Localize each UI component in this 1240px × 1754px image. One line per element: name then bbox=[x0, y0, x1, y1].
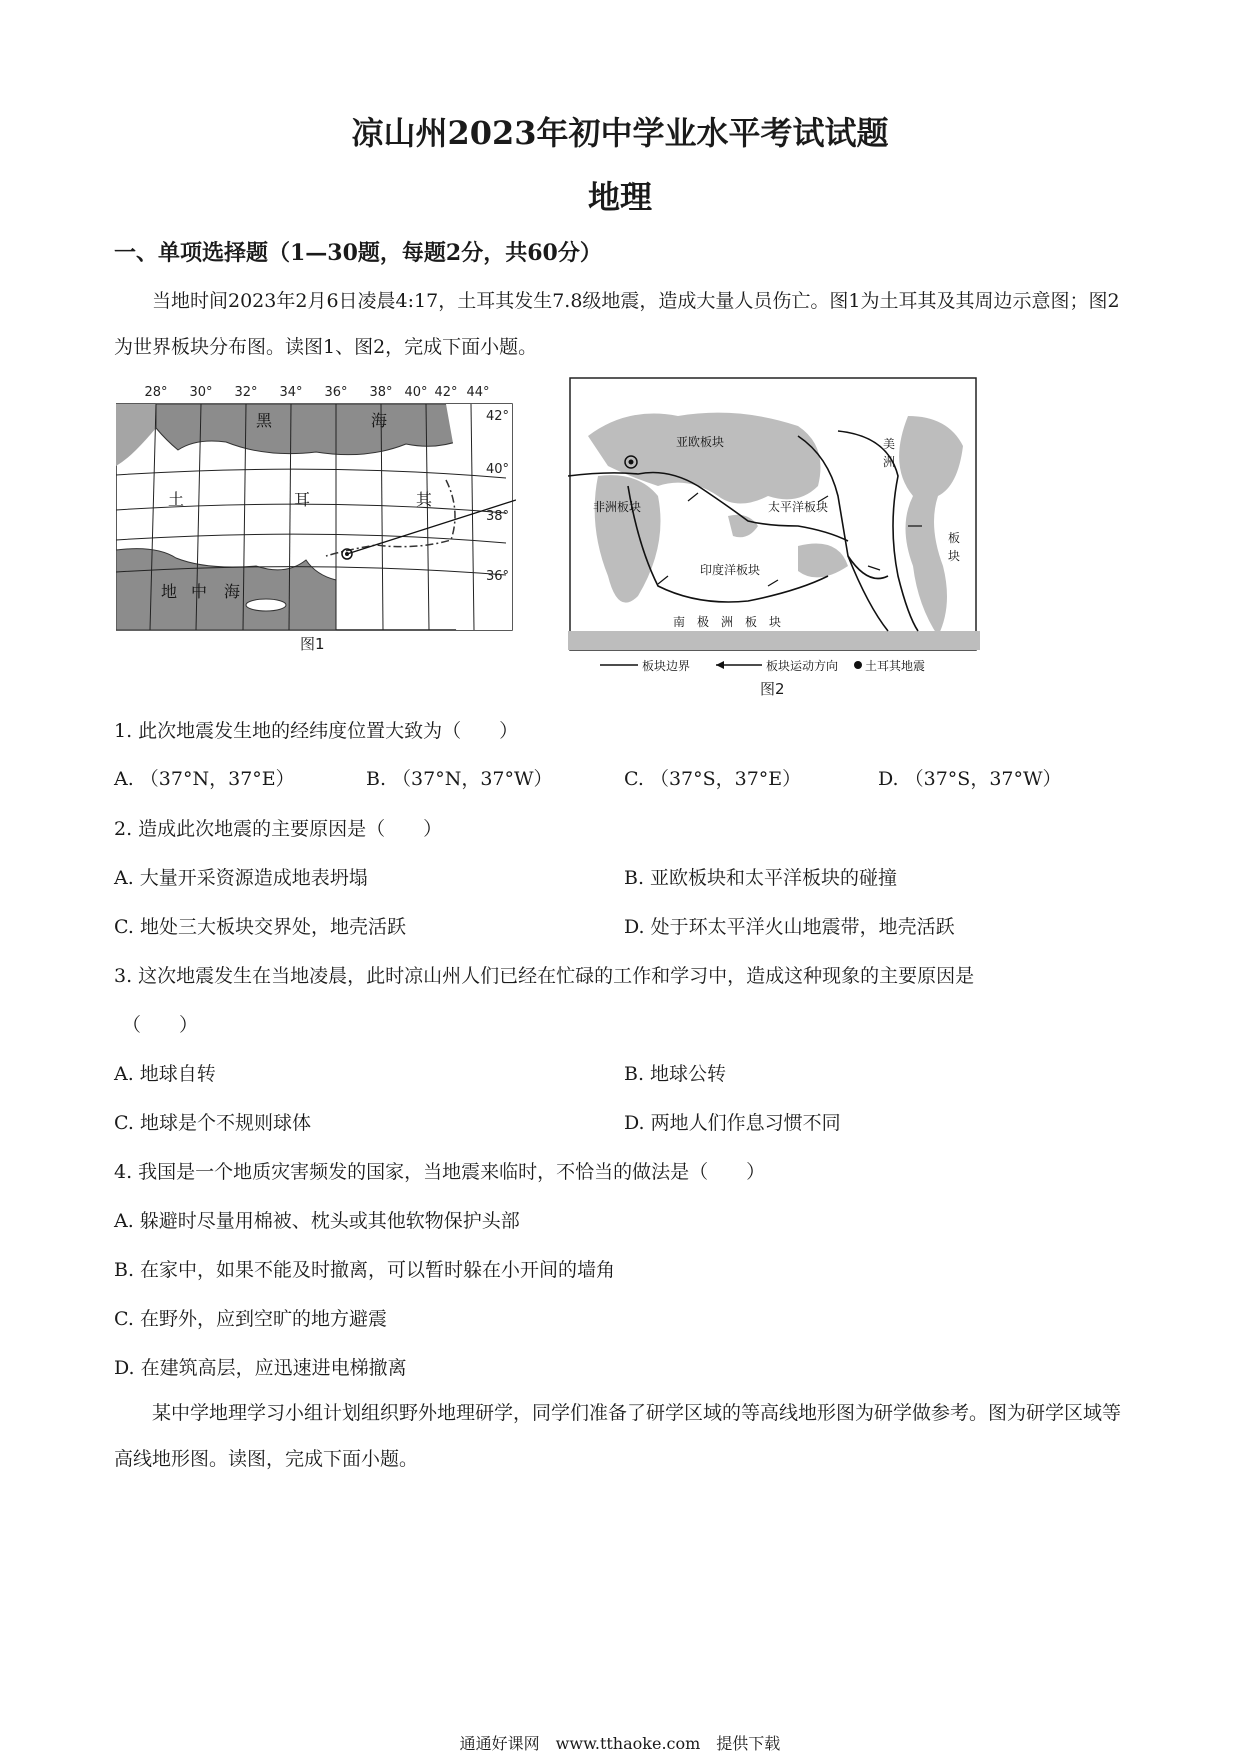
q1-option-c: C. （37°S，37°E） bbox=[624, 768, 802, 790]
page-title: 凉山州2023年初中学业水平考试试题 bbox=[351, 114, 889, 152]
question-4-stem: 4. 我国是一个地质灾害频发的国家，当地震来临时，不恰当的做法是（ ） bbox=[114, 1161, 766, 1183]
q2-option-a: A. 大量开采资源造成地表坍塌 bbox=[114, 867, 368, 889]
q4-option-b: B. 在家中，如果不能及时撤离，可以暂时躲在小开间的墙角 bbox=[114, 1259, 616, 1281]
q4-option-c: C. 在野外，应到空旷的地方避震 bbox=[114, 1308, 387, 1330]
question-2-stem: 2. 造成此次地震的主要原因是（ ） bbox=[114, 818, 443, 840]
q4-option-d: D. 在建筑高层，应迅速进电梯撤离 bbox=[114, 1357, 407, 1379]
turkey-label: 耳 bbox=[294, 490, 311, 509]
lon-label: 32° bbox=[234, 385, 258, 400]
med-sea-label: 海 bbox=[224, 582, 241, 601]
black-sea-label: 海 bbox=[371, 411, 388, 430]
q4-option-a: A. 躲避时尽量用棉被、枕头或其他软物保护头部 bbox=[114, 1210, 520, 1232]
plate-label: 块 bbox=[948, 549, 961, 563]
section-heading: 一、单项选择题（1—30题，每题2分，共60分） bbox=[114, 240, 602, 266]
lat-label: 42° bbox=[486, 409, 510, 424]
black-sea-label: 黑 bbox=[256, 411, 273, 430]
q2-option-b: B. 亚欧板块和太平洋板块的碰撞 bbox=[624, 867, 898, 889]
q1-option-a: A. （37°N，37°E） bbox=[114, 768, 295, 790]
lat-label: 36° bbox=[486, 569, 510, 584]
q1-option-d: D. （37°S，37°W） bbox=[878, 768, 1062, 790]
question-1-stem: 1. 此次地震发生地的经纬度位置大致为（ ） bbox=[114, 720, 519, 742]
q3-option-c: C. 地球是个不规则球体 bbox=[114, 1112, 311, 1134]
turkey-label: 其 bbox=[416, 490, 433, 509]
med-sea-label: 地 bbox=[161, 582, 178, 601]
lat-label: 40° bbox=[486, 462, 510, 477]
figure-2-caption: 图2 bbox=[760, 680, 785, 698]
q3-option-a: A. 地球自转 bbox=[114, 1063, 216, 1085]
q1-option-b: B. （37°N，37°W） bbox=[366, 768, 553, 790]
lon-label: 40° bbox=[404, 385, 428, 400]
legend-direction: 板块运动方向 bbox=[766, 659, 839, 673]
figure-2-plate-map bbox=[568, 376, 980, 676]
page-footer: 通通好课网 www.tthaoke.com 提供下载 bbox=[459, 1734, 781, 1753]
eurasia-plate-label: 亚欧板块 bbox=[676, 435, 725, 449]
lon-label: 34° bbox=[279, 385, 303, 400]
america-plate-label: 美 bbox=[883, 437, 896, 451]
legend-quake: 土耳其地震 bbox=[865, 659, 926, 673]
med-sea-label: 中 bbox=[191, 582, 208, 601]
q3-option-d: D. 两地人们作息习惯不同 bbox=[624, 1112, 841, 1134]
intro-paragraph: 当地时间2023年2月6日凌晨4:17，土耳其发生7.8级地震，造成大量人员伤亡。图1为土耳其及其周边示意图；图2为世界板块分布图。读图1、图2，完成下面小题。 bbox=[114, 290, 1120, 358]
lon-label: 38° bbox=[369, 385, 393, 400]
antarctic-plate-label: 南 极 洲 板 块 bbox=[673, 615, 782, 629]
turkey-label: 土 bbox=[168, 490, 185, 509]
figure-1-turkey-map bbox=[116, 380, 516, 640]
figure-1-caption: 图1 bbox=[300, 635, 325, 653]
lon-label: 30° bbox=[189, 385, 213, 400]
legend-boundary: 板块边界 bbox=[642, 659, 691, 673]
q2-option-d: D. 处于环太平洋火山地震带，地壳活跃 bbox=[624, 916, 955, 938]
q2-option-c: C. 地处三大板块交界处，地壳活跃 bbox=[114, 916, 406, 938]
lon-label: 42° bbox=[434, 385, 458, 400]
subject-title: 地理 bbox=[587, 178, 652, 216]
plate-label: 板 bbox=[948, 531, 961, 545]
q3-option-b: B. 地球公转 bbox=[624, 1063, 727, 1085]
pacific-plate-label: 太平洋板块 bbox=[768, 500, 829, 514]
lon-label: 36° bbox=[324, 385, 348, 400]
lon-label: 28° bbox=[144, 385, 168, 400]
question-3-bracket: （ ） bbox=[122, 1014, 199, 1036]
question-3-stem: 3. 这次地震发生在当地凌晨，此时凉山州人们已经在忙碌的工作和学习中，造成这种现象的主要原因是 bbox=[114, 965, 975, 987]
indian-plate-label: 印度洋板块 bbox=[700, 563, 761, 577]
intro-paragraph-2: 某中学地理学习小组计划组织野外地理研学，同学们准备了研学区域的等高线地形图为研学做参考。图为研学区域等高线地形图。读图，完成下面小题。 bbox=[114, 1402, 1122, 1470]
lat-label: 38° bbox=[486, 509, 510, 524]
lon-label: 44° bbox=[466, 385, 490, 400]
america-plate-label: 洲 bbox=[883, 455, 896, 469]
africa-plate-label: 非洲板块 bbox=[593, 500, 642, 514]
